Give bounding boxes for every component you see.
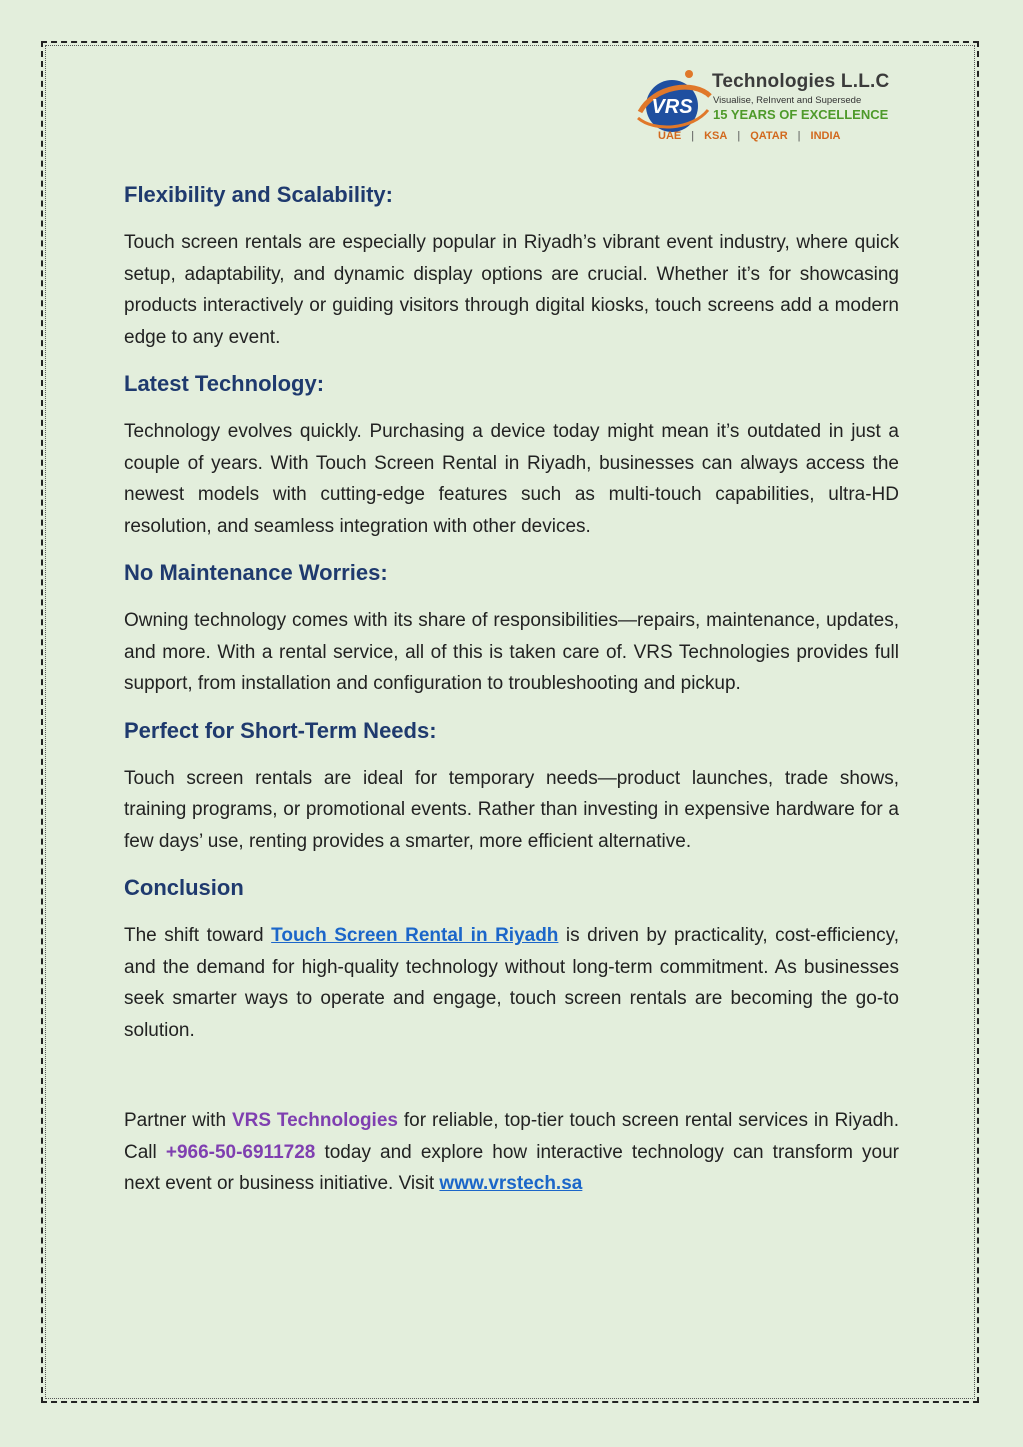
company-logo — [634, 66, 894, 148]
logo-years: 15 YEARS OF EXCELLENCE — [713, 107, 889, 122]
website-link[interactable]: www.vrstech.sa — [439, 1173, 583, 1194]
touch-screen-rental-link[interactable]: Touch Screen Rental in Riyadh — [271, 925, 559, 946]
region-uae: UAE — [658, 130, 682, 142]
document-body — [124, 180, 899, 1200]
logo-letters: VRS — [651, 96, 693, 118]
section-body-flexibility: Touch screen rentals are especially popular in Riyadh’s vibrant event industry, where quick setup, adaptability, and dynamic display options are crucial. Whether it’s for showcasing products interactively or guiding visitors through digital kiosks, touch screens add a modern edge to any event. — [124, 232, 899, 348]
logo-company-name: Technologies L.L.C — [712, 71, 890, 92]
logo-tagline: Visualise, ReInvent and Supersede — [713, 95, 862, 106]
section-body-maintenance: Owning technology comes with its share of responsibilities—repairs, maintenance, updates, and more. With a rental service, all of this is taken care of. VRS Technologies provides full support, from installation and configuration to troubleshooting and pickup. — [124, 610, 899, 694]
section-heading-conclusion: Conclusion — [124, 875, 244, 900]
call-to-action-paragraph — [124, 1105, 899, 1200]
section-heading-short-term: Perfect for Short-Term Needs: — [124, 717, 437, 743]
cta-text-2: for reliable, top-tier touch screen rental services in Riyadh. Call — [124, 1110, 900, 1163]
region-india: INDIA — [810, 130, 841, 142]
region-ksa: KSA — [704, 130, 728, 142]
section-heading-flexibility: Flexibility and Scalability: — [124, 182, 393, 207]
conclusion-text-end: is driven by practicality, cost-efficiency, and the demand for high-quality technology without long-term commitment. As businesses seek smarter ways to operate and engage, touch screen rentals are becoming the go-to solution. — [124, 925, 900, 1041]
section-body-conclusion — [124, 920, 899, 1046]
logo-regions: UAE | KSA | QATAR | INDIA — [658, 130, 841, 142]
section-body-short-term: Touch screen rentals are ideal for temporary needs—product launches, trade shows, training programs, or promotional events. Rather than investing in expensive hardware for a few days’ use, renting provides a smarter, more efficient alternative. — [124, 767, 899, 852]
section-heading-maintenance: No Maintenance Worries: — [124, 560, 388, 585]
conclusion-text-start: The shift toward — [124, 925, 272, 946]
cta-phone-number: +966-50-6911728 — [165, 1141, 316, 1163]
section-heading-latest-technology: Latest Technology: — [124, 371, 325, 396]
region-qatar: QATAR — [750, 130, 788, 142]
section-body-latest-technology: Technology evolves quickly. Purchasing a device today might mean it’s outdated in just a couple of years. With Touch Screen Rental in Riyadh, businesses can always access the newest models with cutting-edge features such as multi-touch capabilities, ultra-HD resolution, and seamless integration with other devices. — [124, 421, 899, 537]
cta-text-1: Partner with — [124, 1110, 232, 1131]
cta-company-name: VRS Technologies — [231, 1110, 398, 1131]
cta-text-3: today and explore how interactive technology can transform your next event or business initiative. Visit — [124, 1141, 899, 1194]
